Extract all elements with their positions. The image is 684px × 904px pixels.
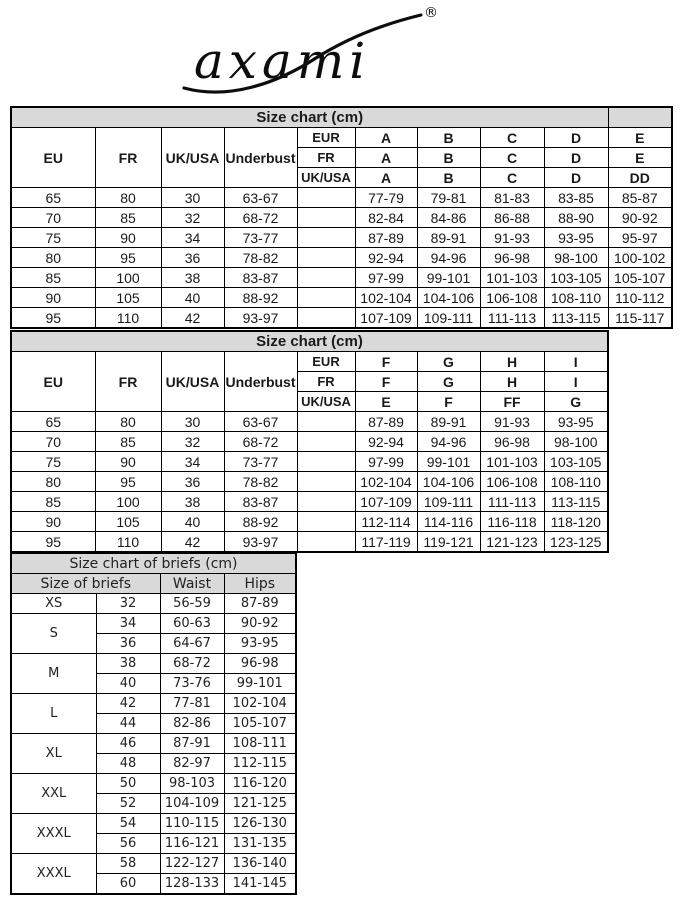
fr-size: 95 <box>95 472 161 492</box>
briefs-number-size: 50 <box>96 774 160 794</box>
spacer-cell <box>297 308 355 329</box>
registered-trademark-icon: ® <box>424 5 438 21</box>
cup-size-header: G <box>417 372 480 392</box>
size-row <box>11 532 608 553</box>
bra-size-chart-table-1 <box>10 106 673 329</box>
waist-range: 60-63 <box>160 614 224 634</box>
bust-range: 110-112 <box>608 288 672 308</box>
table-title-row <box>11 553 296 574</box>
eu-size: 65 <box>11 188 95 208</box>
bust-range: 112-114 <box>355 512 417 532</box>
eu-size: 85 <box>11 268 95 288</box>
uk-usa-size: 34 <box>161 228 224 248</box>
briefs-number-size: 58 <box>96 854 160 874</box>
briefs-number-size: 52 <box>96 794 160 814</box>
briefs-number-size: 38 <box>96 654 160 674</box>
bust-range: 98-100 <box>544 248 608 268</box>
bust-range: 104-106 <box>417 288 480 308</box>
bust-range: 108-110 <box>544 472 608 492</box>
hips-range: 99-101 <box>224 674 296 694</box>
bust-range: 109-111 <box>417 308 480 329</box>
bust-range: 87-89 <box>355 228 417 248</box>
bust-range: 96-98 <box>480 248 544 268</box>
bust-range: 115-117 <box>608 308 672 329</box>
bust-range: 123-125 <box>544 532 608 553</box>
uk-usa-size: 40 <box>161 288 224 308</box>
bust-range: 119-121 <box>417 532 480 553</box>
size-row <box>11 472 608 492</box>
size-row <box>11 412 608 432</box>
uk-usa-size: 38 <box>161 492 224 512</box>
briefs-size-row <box>11 854 296 874</box>
cup-system-label: UK/USA <box>297 168 355 188</box>
fr-size: 85 <box>95 208 161 228</box>
cup-size-header: I <box>544 372 608 392</box>
bust-range: 114-116 <box>417 512 480 532</box>
cup-size-header: C <box>480 168 544 188</box>
bust-range: 94-96 <box>417 248 480 268</box>
table-title: Size chart of briefs (cm) <box>11 553 296 574</box>
logo-text: axami <box>194 32 371 90</box>
eu-size: 95 <box>11 308 95 329</box>
bust-range: 108-110 <box>544 288 608 308</box>
column-header: Underbust <box>224 352 297 412</box>
briefs-number-size: 32 <box>96 594 160 614</box>
fr-size: 80 <box>95 188 161 208</box>
column-header: UK/USA <box>161 128 224 188</box>
bust-range: 91-93 <box>480 228 544 248</box>
bust-range: 100-102 <box>608 248 672 268</box>
cup-size-header: G <box>417 352 480 372</box>
fr-size: 105 <box>95 512 161 532</box>
bust-range: 91-93 <box>480 412 544 432</box>
uk-usa-size: 42 <box>161 308 224 329</box>
eu-size: 90 <box>11 288 95 308</box>
waist-range: 56-59 <box>160 594 224 614</box>
cup-size-header: DD <box>608 168 672 188</box>
cup-size-header: E <box>608 128 672 148</box>
cup-system-label: UK/USA <box>297 392 355 412</box>
underbust-range: 88-92 <box>224 512 297 532</box>
eu-size: 70 <box>11 432 95 452</box>
fr-size: 95 <box>95 248 161 268</box>
bust-range: 111-113 <box>480 308 544 329</box>
spacer-cell <box>297 512 355 532</box>
bust-range: 101-103 <box>480 268 544 288</box>
waist-range: 68-72 <box>160 654 224 674</box>
fr-size: 90 <box>95 228 161 248</box>
underbust-range: 88-92 <box>224 288 297 308</box>
bust-range: 95-97 <box>608 228 672 248</box>
bust-range: 83-85 <box>544 188 608 208</box>
spacer-cell <box>297 188 355 208</box>
bust-range: 106-108 <box>480 472 544 492</box>
cup-size-header: H <box>480 352 544 372</box>
cup-size-header: B <box>417 168 480 188</box>
bust-range: 97-99 <box>355 452 417 472</box>
hips-range: 126-130 <box>224 814 296 834</box>
waist-header: Waist <box>160 574 224 594</box>
size-row <box>11 228 672 248</box>
hips-range: 108-111 <box>224 734 296 754</box>
briefs-size-row <box>11 814 296 834</box>
size-row <box>11 452 608 472</box>
briefs-size-label: L <box>11 694 96 734</box>
cup-size-header: D <box>544 148 608 168</box>
bust-range: 86-88 <box>480 208 544 228</box>
briefs-number-size: 44 <box>96 714 160 734</box>
bust-range: 81-83 <box>480 188 544 208</box>
bust-range: 99-101 <box>417 268 480 288</box>
uk-usa-size: 38 <box>161 268 224 288</box>
bust-range: 102-104 <box>355 288 417 308</box>
waist-range: 82-86 <box>160 714 224 734</box>
bust-range: 107-109 <box>355 492 417 512</box>
briefs-size-label: M <box>11 654 96 694</box>
underbust-range: 78-82 <box>224 248 297 268</box>
briefs-size-row <box>11 594 296 614</box>
bust-range: 77-79 <box>355 188 417 208</box>
table-title: Size chart (cm) <box>11 331 608 352</box>
table-title: Size chart (cm) <box>11 107 608 128</box>
waist-range: 77-81 <box>160 694 224 714</box>
bust-range: 118-120 <box>544 512 608 532</box>
cup-size-header: H <box>480 372 544 392</box>
cup-header-row <box>11 352 608 372</box>
bra-size-chart-table-2 <box>10 330 609 553</box>
bust-range: 92-94 <box>355 248 417 268</box>
hips-range: 136-140 <box>224 854 296 874</box>
fr-size: 100 <box>95 268 161 288</box>
briefs-number-size: 56 <box>96 834 160 854</box>
spacer-cell <box>297 492 355 512</box>
hips-range: 105-107 <box>224 714 296 734</box>
size-row <box>11 248 672 268</box>
axami-logo-script <box>178 2 442 102</box>
bust-range: 99-101 <box>417 452 480 472</box>
fr-size: 85 <box>95 432 161 452</box>
size-row <box>11 188 672 208</box>
size-row <box>11 512 608 532</box>
fr-size: 110 <box>95 532 161 553</box>
size-row <box>11 432 608 452</box>
bust-range: 92-94 <box>355 432 417 452</box>
column-header: FR <box>95 352 161 412</box>
fr-size: 90 <box>95 452 161 472</box>
waist-range: 64-67 <box>160 634 224 654</box>
cup-size-header: A <box>355 168 417 188</box>
eu-size: 90 <box>11 512 95 532</box>
bust-range: 113-115 <box>544 308 608 329</box>
size-of-briefs-header: Size of briefs <box>11 574 160 594</box>
waist-range: 82-97 <box>160 754 224 774</box>
cup-size-header: D <box>544 168 608 188</box>
bust-range: 90-92 <box>608 208 672 228</box>
spacer-cell <box>297 208 355 228</box>
eu-size: 80 <box>11 472 95 492</box>
hips-range: 93-95 <box>224 634 296 654</box>
underbust-range: 73-77 <box>224 452 297 472</box>
bust-range: 104-106 <box>417 472 480 492</box>
fr-size: 100 <box>95 492 161 512</box>
size-row <box>11 492 608 512</box>
cup-size-header: E <box>355 392 417 412</box>
hips-range: 116-120 <box>224 774 296 794</box>
briefs-size-chart-table <box>10 552 297 895</box>
hips-range: 90-92 <box>224 614 296 634</box>
spacer-cell <box>297 532 355 553</box>
size-row <box>11 268 672 288</box>
underbust-range: 93-97 <box>224 308 297 329</box>
hips-range: 102-104 <box>224 694 296 714</box>
eu-size: 75 <box>11 228 95 248</box>
briefs-size-label: XL <box>11 734 96 774</box>
hips-range: 112-115 <box>224 754 296 774</box>
spacer-cell <box>297 412 355 432</box>
cup-size-header: I <box>544 352 608 372</box>
cup-size-header: A <box>355 148 417 168</box>
hips-range: 121-125 <box>224 794 296 814</box>
waist-range: 87-91 <box>160 734 224 754</box>
briefs-size-label: S <box>11 614 96 654</box>
bust-range: 89-91 <box>417 228 480 248</box>
briefs-size-row <box>11 654 296 674</box>
briefs-number-size: 48 <box>96 754 160 774</box>
uk-usa-size: 40 <box>161 512 224 532</box>
bust-range: 79-81 <box>417 188 480 208</box>
eu-size: 65 <box>11 412 95 432</box>
briefs-size-row <box>11 774 296 794</box>
bust-range: 103-105 <box>544 452 608 472</box>
bust-range: 94-96 <box>417 432 480 452</box>
cup-system-label: FR <box>297 372 355 392</box>
waist-range: 104-109 <box>160 794 224 814</box>
eu-size: 75 <box>11 452 95 472</box>
bust-range: 117-119 <box>355 532 417 553</box>
uk-usa-size: 30 <box>161 188 224 208</box>
bust-range: 111-113 <box>480 492 544 512</box>
cup-size-header: F <box>355 352 417 372</box>
bust-range: 89-91 <box>417 412 480 432</box>
spacer-cell <box>297 268 355 288</box>
uk-usa-size: 30 <box>161 412 224 432</box>
eu-size: 80 <box>11 248 95 268</box>
cup-size-header: C <box>480 128 544 148</box>
briefs-size-label: XXXL <box>11 814 96 854</box>
bust-range: 105-107 <box>608 268 672 288</box>
cup-system-label: FR <box>297 148 355 168</box>
size-row <box>11 288 672 308</box>
spacer-cell <box>297 288 355 308</box>
bust-range: 116-118 <box>480 512 544 532</box>
briefs-number-size: 54 <box>96 814 160 834</box>
bust-range: 101-103 <box>480 452 544 472</box>
eu-size: 95 <box>11 532 95 553</box>
header-row <box>11 574 296 594</box>
cup-size-header: FF <box>480 392 544 412</box>
column-header: EU <box>11 352 95 412</box>
briefs-size-row <box>11 734 296 754</box>
fr-size: 105 <box>95 288 161 308</box>
hips-range: 141-145 <box>224 874 296 895</box>
cup-size-header: G <box>544 392 608 412</box>
hips-header: Hips <box>224 574 296 594</box>
waist-range: 110-115 <box>160 814 224 834</box>
waist-range: 98-103 <box>160 774 224 794</box>
table-title-row <box>11 107 672 128</box>
bust-range: 98-100 <box>544 432 608 452</box>
column-header: UK/USA <box>161 352 224 412</box>
underbust-range: 93-97 <box>224 532 297 553</box>
hips-range: 131-135 <box>224 834 296 854</box>
uk-usa-size: 36 <box>161 248 224 268</box>
waist-range: 128-133 <box>160 874 224 895</box>
bust-range: 93-95 <box>544 228 608 248</box>
bust-range: 121-123 <box>480 532 544 553</box>
uk-usa-size: 32 <box>161 432 224 452</box>
bust-range: 96-98 <box>480 432 544 452</box>
uk-usa-size: 34 <box>161 452 224 472</box>
spacer-cell <box>297 248 355 268</box>
spacer-cell <box>297 432 355 452</box>
briefs-size-label: XS <box>11 594 96 614</box>
bust-range: 88-90 <box>544 208 608 228</box>
cup-size-header: C <box>480 148 544 168</box>
cup-size-header: D <box>544 128 608 148</box>
briefs-number-size: 34 <box>96 614 160 634</box>
cup-system-label: EUR <box>297 128 355 148</box>
bust-range: 106-108 <box>480 288 544 308</box>
briefs-size-row <box>11 614 296 634</box>
table-title-spacer <box>608 107 672 128</box>
underbust-range: 78-82 <box>224 472 297 492</box>
uk-usa-size: 32 <box>161 208 224 228</box>
uk-usa-size: 42 <box>161 532 224 553</box>
underbust-range: 68-72 <box>224 208 297 228</box>
size-row <box>11 208 672 228</box>
briefs-number-size: 60 <box>96 874 160 895</box>
waist-range: 116-121 <box>160 834 224 854</box>
briefs-number-size: 36 <box>96 634 160 654</box>
briefs-size-label: XXXL <box>11 854 96 895</box>
cup-size-header: E <box>608 148 672 168</box>
bust-range: 93-95 <box>544 412 608 432</box>
spacer-cell <box>297 472 355 492</box>
eu-size: 85 <box>11 492 95 512</box>
bust-range: 87-89 <box>355 412 417 432</box>
briefs-size-label: XXL <box>11 774 96 814</box>
briefs-number-size: 40 <box>96 674 160 694</box>
column-header: FR <box>95 128 161 188</box>
underbust-range: 83-87 <box>224 268 297 288</box>
cup-size-header: A <box>355 128 417 148</box>
eu-size: 70 <box>11 208 95 228</box>
waist-range: 122-127 <box>160 854 224 874</box>
table-title-row <box>11 331 608 352</box>
bust-range: 109-111 <box>417 492 480 512</box>
cup-size-header: B <box>417 148 480 168</box>
bust-range: 103-105 <box>544 268 608 288</box>
hips-range: 87-89 <box>224 594 296 614</box>
cup-size-header: F <box>355 372 417 392</box>
column-header: EU <box>11 128 95 188</box>
briefs-number-size: 46 <box>96 734 160 754</box>
bust-range: 102-104 <box>355 472 417 492</box>
bust-range: 97-99 <box>355 268 417 288</box>
uk-usa-size: 36 <box>161 472 224 492</box>
bust-range: 113-115 <box>544 492 608 512</box>
cup-size-header: B <box>417 128 480 148</box>
fr-size: 80 <box>95 412 161 432</box>
size-row <box>11 308 672 329</box>
bust-range: 107-109 <box>355 308 417 329</box>
spacer-cell <box>297 228 355 248</box>
bust-range: 84-86 <box>417 208 480 228</box>
cup-size-header: F <box>417 392 480 412</box>
column-header: Underbust <box>224 128 297 188</box>
brand-logo <box>178 2 442 102</box>
cup-system-label: EUR <box>297 352 355 372</box>
underbust-range: 63-67 <box>224 412 297 432</box>
fr-size: 110 <box>95 308 161 329</box>
briefs-size-row <box>11 694 296 714</box>
briefs-number-size: 42 <box>96 694 160 714</box>
spacer-cell <box>297 452 355 472</box>
waist-range: 73-76 <box>160 674 224 694</box>
underbust-range: 68-72 <box>224 432 297 452</box>
bust-range: 85-87 <box>608 188 672 208</box>
underbust-range: 73-77 <box>224 228 297 248</box>
bust-range: 82-84 <box>355 208 417 228</box>
underbust-range: 63-67 <box>224 188 297 208</box>
cup-header-row <box>11 128 672 148</box>
underbust-range: 83-87 <box>224 492 297 512</box>
hips-range: 96-98 <box>224 654 296 674</box>
